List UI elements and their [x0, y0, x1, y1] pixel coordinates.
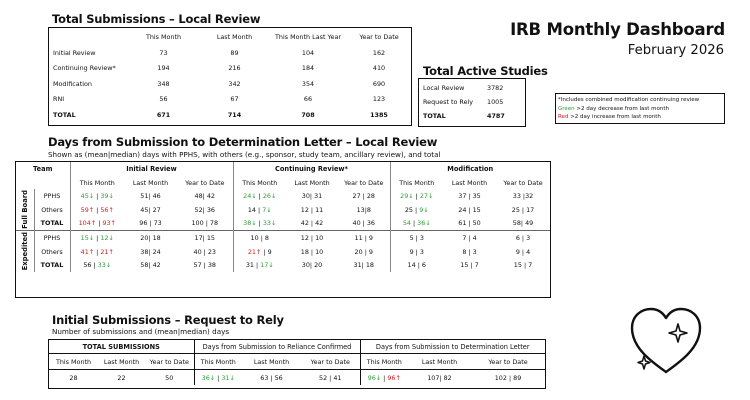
cell-value: 48| 42	[194, 191, 215, 200]
cell-value: 56	[159, 95, 168, 104]
cell-value: 27 | 28	[352, 191, 375, 200]
cell-value: 1005	[487, 98, 504, 106]
table-cell	[408, 370, 471, 386]
cell-value: 216	[228, 64, 241, 73]
separator: |	[96, 219, 103, 228]
cell-value: 96 | 73	[139, 219, 162, 228]
value-median: 39	[100, 191, 109, 200]
table-cell	[233, 245, 286, 259]
row-label: Others	[41, 247, 63, 256]
sub-column-header: Year to Date	[301, 354, 360, 370]
table-cell	[233, 189, 286, 203]
days-table	[16, 162, 550, 272]
value-median: 31	[221, 373, 230, 382]
trend-arrow: ↓	[266, 205, 272, 214]
value-mean: 21	[247, 247, 256, 256]
value-mean: 24	[243, 191, 252, 200]
team-header: Team	[33, 165, 53, 173]
separator: |	[253, 261, 261, 270]
table-cell	[301, 370, 360, 386]
cell-value: 52| 36	[194, 205, 215, 214]
value-median: 33	[262, 219, 271, 228]
cell-value: 58| 42	[140, 261, 161, 270]
sub-column-header: This Month	[390, 176, 443, 189]
value-mean: 45	[80, 191, 89, 200]
table-cell	[390, 189, 443, 203]
table-row	[16, 203, 550, 217]
value-mean: 14	[247, 205, 256, 214]
table-cell	[233, 258, 286, 272]
rely-title: Initial Submissions – Request to Rely	[52, 313, 284, 327]
value-median: 93	[102, 219, 111, 228]
table-cell	[286, 245, 338, 259]
cell-value: 6 | 3	[515, 233, 531, 242]
table-cell	[98, 370, 145, 386]
table-cell	[70, 203, 124, 217]
cell-value: 714	[227, 110, 242, 119]
col-header: This Month	[145, 32, 182, 41]
table-cell	[496, 245, 550, 259]
cell-value: 63 | 56	[260, 373, 283, 382]
cell-value: 100 | 78	[191, 219, 219, 228]
days-subtitle: Shown as (mean|median) days with PPHS, with others (e.g., sponsor, study team, ancillary review), and total	[48, 150, 441, 159]
separator: |	[413, 191, 420, 200]
cell-value: 162	[372, 48, 386, 57]
table-cell	[496, 258, 550, 272]
trend-arrow: ↑	[395, 373, 401, 382]
sub-column-header: This Month	[49, 354, 98, 370]
rely-group-header: Days from Submission to Determination Letter	[360, 340, 545, 354]
trend-arrow: ↓	[209, 373, 216, 382]
table-cell	[124, 203, 177, 217]
table-cell	[145, 370, 194, 386]
trend-arrow: ↓	[268, 261, 274, 270]
group-header-continuing: Continuing Review*	[233, 162, 390, 176]
row-label: Modification	[53, 79, 92, 88]
table-cell	[49, 370, 98, 386]
trend-arrow: ↓	[108, 191, 114, 200]
row-label: Request to Rely	[423, 98, 474, 106]
cell-value: 671	[156, 110, 171, 119]
legend-red	[558, 113, 724, 122]
active-studies-table	[419, 81, 525, 123]
cell-value: 30| 20	[301, 261, 323, 270]
table-cell	[496, 216, 550, 230]
local-review-title: Total Submissions – Local Review	[52, 12, 261, 26]
trend-arrow: ↓	[271, 191, 277, 200]
cell-value: 57 | 38	[193, 261, 216, 270]
trend-arrow: ↑	[255, 247, 262, 256]
cell-value: 24 | 15	[458, 205, 481, 214]
value-median: 9	[419, 205, 424, 214]
cell-value: 20| 18	[140, 233, 161, 242]
rely-group-header: Days from Submission to Reliance Confirmed	[194, 340, 360, 354]
cell-value: 38| 24	[140, 247, 161, 256]
cell-value: 42 | 42	[300, 219, 324, 228]
trend-arrow: ↓	[423, 205, 429, 214]
cell-value: 51| 46	[140, 191, 161, 200]
table-cell	[177, 216, 233, 230]
cell-value: 8 | 3	[462, 247, 477, 256]
row-label: TOTAL	[40, 219, 64, 228]
table-cell	[70, 189, 124, 203]
table-cell	[496, 203, 550, 217]
value-median: 56	[100, 205, 109, 214]
col-header: This Month Last Year	[274, 32, 342, 41]
cell-value: 52 | 41	[319, 373, 342, 382]
value-mean: 38	[243, 219, 252, 228]
table-cell	[338, 231, 390, 245]
table-cell	[124, 258, 177, 272]
group-header-modification: Modification	[390, 162, 550, 176]
table-cell	[390, 216, 443, 230]
table-cell	[390, 203, 443, 217]
legend-green-text: >2 day decrease from last month	[574, 105, 669, 112]
cell-value: 102 | 89	[494, 373, 522, 382]
table-cell	[177, 258, 233, 272]
table-cell	[496, 231, 550, 245]
sub-column-header: Last Month	[98, 354, 145, 370]
table-cell	[338, 189, 390, 203]
trend-arrow: ↓	[425, 219, 431, 228]
trend-arrow: ↓	[251, 219, 257, 228]
section-label	[16, 231, 34, 273]
table-cell	[70, 258, 124, 272]
row-label: Others	[41, 205, 63, 214]
table-cell	[194, 370, 242, 386]
cell-value: 58| 49	[512, 219, 534, 228]
trend-arrow: ↓	[251, 191, 257, 200]
cell-value: 25 | 17	[511, 205, 535, 214]
table-cell	[177, 245, 233, 259]
table-cell	[390, 245, 443, 259]
separator: |	[410, 219, 418, 228]
trend-arrow: ↓	[428, 191, 434, 200]
table-cell	[124, 216, 177, 230]
trend-arrow: ↑	[88, 247, 95, 256]
cell-value: 31| 18	[353, 261, 374, 270]
table-cell	[390, 231, 443, 245]
col-header: Last Month	[216, 32, 253, 41]
value-median: 12	[100, 233, 109, 242]
sub-column-header: Year to Date	[185, 178, 225, 187]
rely-table-box	[48, 339, 546, 389]
trend-arrow: ↓	[105, 261, 112, 270]
dashboard-date: February 2026	[627, 43, 724, 58]
value-mean: 41	[80, 247, 89, 256]
trend-arrow: ↑	[108, 247, 114, 256]
separator: |	[94, 247, 101, 256]
trend-arrow: ↓	[375, 373, 382, 382]
sub-column-header: Last Month	[132, 178, 169, 187]
table-cell	[177, 189, 233, 203]
rely-table	[49, 340, 545, 385]
cell-value: 89	[230, 48, 239, 57]
value-median: 21	[100, 247, 109, 256]
table-cell	[338, 258, 390, 272]
cell-value: 50	[165, 373, 174, 382]
col-header: Year to Date	[359, 32, 399, 41]
value-median: 27	[419, 191, 428, 200]
table-cell	[124, 189, 177, 203]
cell-value: 690	[372, 79, 386, 88]
separator: |	[215, 373, 222, 382]
cell-value: 15 | 7	[513, 261, 533, 270]
cell-value: 40 | 23	[193, 247, 216, 256]
value-mean: 96	[367, 373, 376, 382]
cell-value: 12 | 11	[300, 205, 324, 214]
separator: |	[256, 191, 263, 200]
trend-arrow: ↓	[229, 373, 235, 382]
separator: |	[381, 373, 388, 382]
legend-red-word: Red	[558, 114, 569, 120]
table-cell	[233, 231, 286, 245]
table-cell	[360, 370, 408, 386]
separator: |	[256, 219, 263, 228]
row-label: Continuing Review*	[53, 64, 116, 73]
cell-value: 1385	[370, 110, 388, 119]
table-cell	[177, 231, 233, 245]
table-row	[49, 61, 411, 77]
cell-value: 104	[301, 48, 315, 57]
table-row	[49, 92, 411, 108]
trend-arrow: ↑	[110, 219, 116, 228]
table-cell	[124, 245, 177, 259]
value-median: 7	[262, 205, 267, 214]
cell-value: 184	[301, 64, 315, 73]
cell-value: 3782	[487, 84, 504, 92]
days-table-box	[15, 161, 551, 298]
cell-value: 22	[117, 373, 126, 382]
cell-value: 4787	[487, 112, 505, 120]
value-mean: 15	[80, 233, 89, 242]
table-cell	[443, 203, 496, 217]
table-row	[16, 245, 550, 259]
sub-column-header: Last Month	[451, 178, 488, 187]
value-mean: 25	[404, 205, 413, 214]
separator: |	[255, 205, 263, 214]
table-cell	[338, 203, 390, 217]
table-row	[16, 231, 550, 245]
cell-value: 30| 31	[301, 191, 323, 200]
value-mean: 59	[80, 205, 89, 214]
value-median: 26	[262, 191, 271, 200]
cell-value: 33 |32	[512, 191, 534, 200]
cell-value: 348	[157, 79, 170, 88]
cell-value: 9 | 3	[409, 247, 424, 256]
trend-arrow: ↓	[408, 191, 414, 200]
table-row	[419, 95, 525, 109]
cell-value: 12 | 10	[300, 233, 324, 242]
sub-column-header: This Month	[233, 176, 286, 189]
table-cell	[338, 245, 390, 259]
table-cell	[70, 216, 124, 230]
cell-value: 11 | 9	[354, 233, 373, 242]
value-mean: 36	[201, 373, 210, 382]
active-studies-title: Total Active Studies	[423, 64, 548, 78]
trend-arrow: ↓	[108, 233, 114, 242]
cell-value: 66	[303, 95, 313, 104]
section-label	[16, 189, 34, 231]
section-label-text: Expedited	[20, 232, 29, 271]
dashboard-title: IRB Monthly Dashboard	[510, 20, 725, 39]
row-label: RNI	[53, 95, 65, 104]
table-cell	[443, 245, 496, 259]
table-row	[16, 216, 550, 230]
table-cell	[70, 231, 124, 245]
value-median: 96	[387, 373, 396, 382]
sub-column-header: This Month	[194, 354, 242, 370]
table-cell	[286, 231, 338, 245]
sub-column-header: Last Month	[242, 354, 301, 370]
table-cell	[177, 203, 233, 217]
value-mean: 56	[83, 261, 92, 270]
cell-value: 9 | 4	[515, 247, 531, 256]
cell-value: 61 | 50	[458, 219, 481, 228]
local-review-table-box	[48, 27, 412, 126]
cell-value: 17| 15	[194, 233, 215, 242]
table-cell	[124, 231, 177, 245]
cell-value: 354	[301, 79, 315, 88]
cell-value: 15 | 7	[460, 261, 479, 270]
rely-group-header: TOTAL SUBMISSIONS	[82, 342, 160, 351]
rely-subtitle: Number of submissions and (mean|median) days	[52, 327, 230, 336]
legend-green	[558, 105, 724, 114]
cell-value: 45| 27	[140, 205, 161, 214]
table-row	[49, 45, 411, 61]
value-mean: 31	[245, 261, 254, 270]
table-cell	[233, 203, 286, 217]
sub-column-header: Year to Date	[344, 178, 384, 187]
cell-value: 28	[69, 373, 78, 382]
legend-box	[555, 93, 725, 124]
legend-note: *Includes combined modification continuing review	[558, 97, 700, 103]
value-mean: 54	[402, 219, 411, 228]
separator: |	[412, 205, 420, 214]
cell-value: 194	[157, 64, 170, 73]
value-mean: 29	[400, 191, 409, 200]
table-cell	[443, 216, 496, 230]
value-median: 33	[97, 261, 106, 270]
heart-sparkle-icon	[628, 306, 704, 376]
sub-column-header: Year to Date	[503, 178, 543, 187]
trend-arrow: ↓	[88, 191, 95, 200]
active-studies-box	[418, 78, 526, 127]
table-row	[16, 189, 550, 203]
value-mean: 104	[78, 219, 91, 228]
cell-value: 67	[230, 95, 239, 104]
row-label: PPHS	[43, 191, 61, 200]
cell-value: 14 | 6	[407, 261, 426, 270]
trend-arrow: ↑	[108, 205, 114, 214]
table-cell	[286, 216, 338, 230]
separator: |	[94, 233, 101, 242]
row-label: TOTAL	[40, 261, 64, 270]
table-row	[16, 258, 550, 272]
table-cell	[443, 189, 496, 203]
table-cell	[443, 258, 496, 272]
cell-value: 18 | 10	[300, 247, 324, 256]
row-label: TOTAL	[53, 110, 76, 119]
table-cell	[496, 189, 550, 203]
cell-value: 7 | 4	[462, 233, 477, 242]
table-cell	[286, 189, 338, 203]
table-cell	[471, 370, 545, 386]
table-cell	[443, 231, 496, 245]
table-cell	[242, 370, 301, 386]
cell-value: 5 | 3	[409, 233, 424, 242]
row-label: Initial Review	[53, 48, 96, 57]
days-title: Days from Submission to Determination Letter – Local Review	[48, 135, 438, 149]
section-label-text: Full Board	[20, 190, 29, 229]
cell-value: 123	[372, 95, 386, 104]
cell-value: 342	[228, 79, 241, 88]
row-label: PPHS	[34, 231, 70, 245]
table-row	[419, 109, 525, 123]
sub-column-header: This Month	[70, 176, 124, 189]
group-header-initial: Initial Review	[70, 162, 233, 176]
value-median: 9	[267, 247, 272, 256]
trend-arrow: ↓	[271, 219, 277, 228]
trend-arrow: ↑	[90, 219, 97, 228]
table-row	[49, 107, 411, 123]
legend-green-word: Green	[558, 105, 575, 112]
value-median: 17	[260, 261, 269, 270]
separator: |	[94, 205, 101, 214]
table-cell	[233, 216, 286, 230]
cell-value: 20 | 9	[354, 247, 373, 256]
table-cell	[390, 258, 443, 272]
cell-value: 410	[372, 64, 386, 73]
cell-value: 107| 82	[427, 373, 452, 382]
sub-column-header: This Month	[360, 354, 408, 370]
cell-value: 73	[159, 48, 168, 57]
table-cell	[286, 203, 338, 217]
sub-column-header: Last Month	[408, 354, 471, 370]
trend-arrow: ↑	[88, 205, 95, 214]
legend-red-text: >2 day increase from last month	[568, 114, 661, 120]
cell-value: 708	[301, 110, 315, 119]
sub-column-header: Year to Date	[471, 354, 545, 370]
cell-value: 10 | 8	[250, 233, 269, 242]
table-cell	[286, 258, 338, 272]
separator: |	[94, 191, 101, 200]
table-cell	[70, 245, 124, 259]
row-label: TOTAL	[423, 112, 446, 120]
table-row	[419, 81, 525, 95]
local-review-table	[49, 28, 411, 123]
value-median: 36	[417, 219, 426, 228]
sub-column-header: Last Month	[294, 178, 330, 187]
cell-value: 37 | 35	[458, 191, 481, 200]
trend-arrow: ↓	[88, 233, 95, 242]
separator: |	[261, 247, 268, 256]
table-cell	[338, 216, 390, 230]
separator: |	[91, 261, 98, 270]
sub-column-header: Year to Date	[145, 354, 194, 370]
table-row	[49, 76, 411, 92]
row-label: Local Review	[423, 84, 465, 92]
cell-value: 40 | 36	[352, 219, 375, 228]
cell-value: 13|8	[356, 205, 371, 214]
